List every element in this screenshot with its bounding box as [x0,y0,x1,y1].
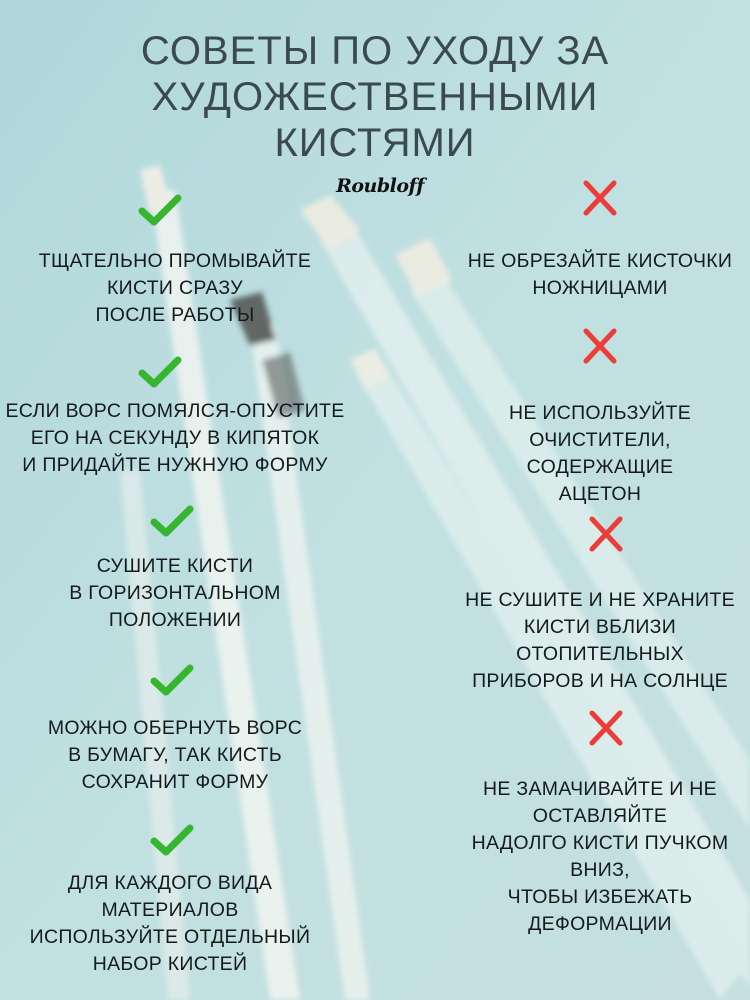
tip-line: В БУМАГУ, ТАК КИСТЬ [68,744,282,766]
tip-line: НАДОЛГО КИСТИ ПУЧКОМ [471,832,729,854]
do-tip-4 [0,715,350,796]
do-tip-1 [0,248,350,329]
tip-line: НАБОР КИСТЕЙ [92,953,248,975]
tip-line: СУШИТЕ КИСТИ [96,555,254,577]
tip-line: НОЖНИЦАМИ [532,277,668,299]
title-line-1: СОВЕТЫ ПО УХОДУ ЗА [140,29,610,73]
tip-line: ПОЛОЖЕНИИ [108,609,242,631]
tip-line: ПОСЛЕ РАБОТЫ [95,304,255,326]
tip-line: ПРИБОРОВ И НА СОЛНЦЕ [472,670,728,692]
tip-line: КИСТИ ВБЛИЗИ [523,616,677,638]
dont-tip-3 [455,587,745,695]
tip-line: ОТОПИТЕЛЬНЫХ [516,643,684,665]
do-tip-3 [0,553,350,634]
page-title [0,28,750,166]
brand-logo: Roubloff [336,175,424,197]
tip-line: ДЕФОРМАЦИИ [528,913,672,935]
tip-line: ОЧИСТИТЕЛИ, [529,429,671,451]
cross-icon [584,516,628,552]
dont-tip-4 [455,776,745,938]
tip-line: СОХРАНИТ ФОРМУ [81,771,269,793]
check-icon [138,192,182,228]
tip-line: ЧТОБЫ ИЗБЕЖАТЬ [507,886,693,908]
tip-line: ЕСЛИ ВОРС ПОМЯЛСЯ-ОПУСТИТЕ [5,400,345,422]
tip-line: НЕ ИСПОЛЬЗУЙТЕ [508,402,692,424]
dont-tip-1 [455,248,745,302]
tip-line: МОЖНО ОБЕРНУТЬ ВОРС [47,717,303,739]
tip-line: ЕГО НА СЕКУНДУ В КИПЯТОК [30,427,320,449]
do-tip-2 [0,398,350,479]
tip-line: АЦЕТОН [558,483,642,505]
cross-icon [578,180,622,216]
cross-icon [578,328,622,364]
tip-line: ТЩАТЕЛЬНО ПРОМЫВАЙТЕ [38,250,312,272]
tip-line: ОСТАВЛЯЙТЕ [532,805,668,827]
check-icon [150,503,194,539]
tip-line: ИСПОЛЬЗУЙТЕ ОТДЕЛЬНЫЙ [29,926,311,948]
tip-line: НЕ СУШИТЕ И НЕ ХРАНИТЕ [465,589,735,611]
tip-line: МАТЕРИАЛОВ [101,899,239,921]
tip-line: ДЛЯ КАЖДОГО ВИДА [67,872,273,894]
check-icon [138,354,182,390]
tip-line: СОДЕРЖАЩИЕ [526,456,674,478]
do-tip-5 [0,870,340,978]
check-icon [150,662,194,698]
tip-line: И ПРИДАЙТЕ НУЖНУЮ ФОРМУ [22,454,328,476]
tip-line: КИСТИ СРАЗУ [107,277,243,299]
tip-line: НЕ ОБРЕЗАЙТЕ КИСТОЧКИ [467,250,733,272]
check-icon [150,822,194,858]
cross-icon [584,710,628,746]
tip-line: В ГОРИЗОНТАЛЬНОМ [69,582,281,604]
tip-line: ВНИЗ, [570,859,630,881]
title-line-3: КИСТЯМИ [274,121,476,165]
tip-line: НЕ ЗАМАЧИВАЙТЕ И НЕ [483,778,717,800]
dont-tip-2 [455,400,745,508]
title-line-2: ХУДОЖЕСТВЕННЫМИ [151,75,599,119]
